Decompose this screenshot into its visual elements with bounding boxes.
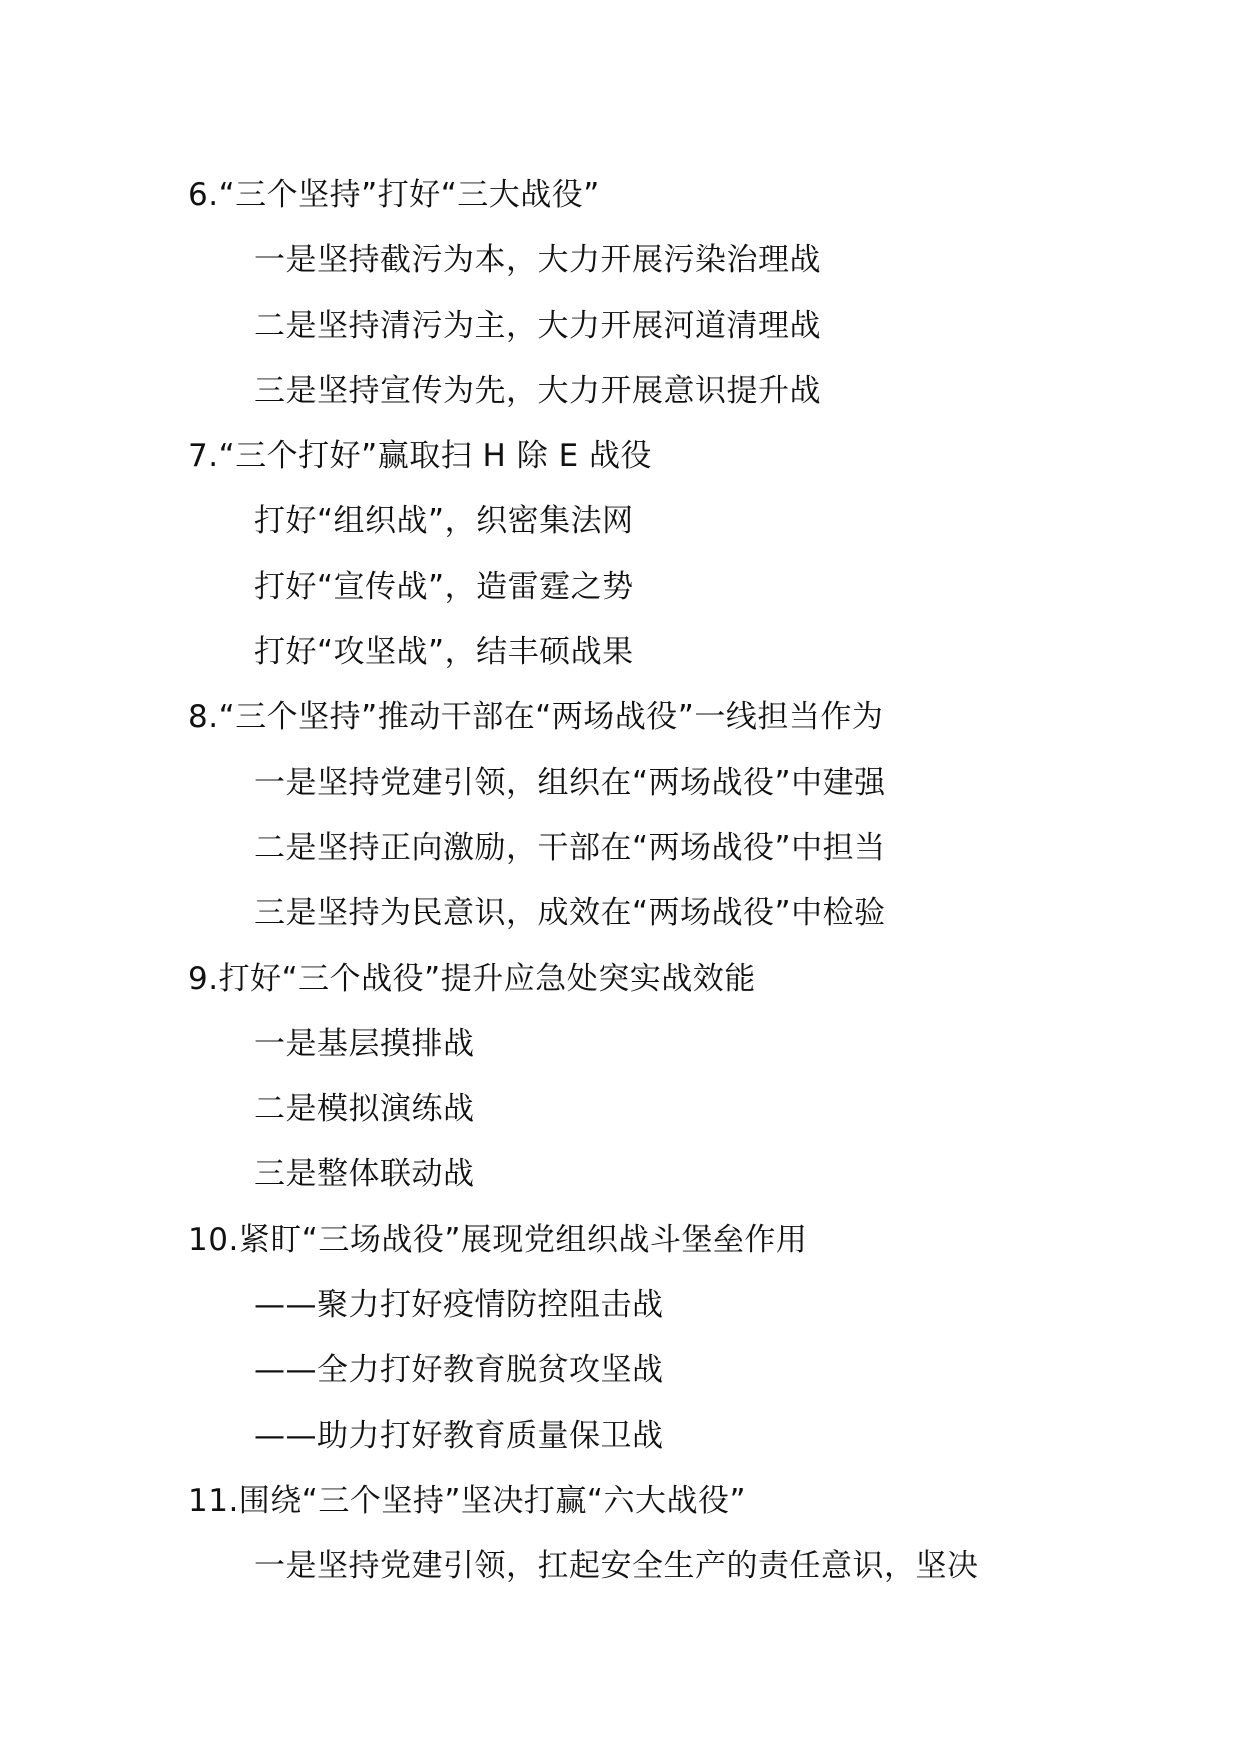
list-item: 三是坚持为民意识，成效在“两场战役”中检验 <box>254 895 886 932</box>
list-item: 打好“攻坚战”，结丰硕战果 <box>254 634 634 671</box>
list-item: 一是坚持党建引领，扛起安全生产的责任意识，坚决 <box>254 1548 979 1585</box>
section-heading-7: 7.“三个打好”赢取扫 H 除 E 战役 <box>188 438 653 475</box>
section-heading-6: 6.“三个坚持”打好“三大战役” <box>188 177 600 213</box>
list-item: ——聚力打好疫情防控阻击战 <box>254 1287 664 1324</box>
list-item: 一是坚持截污为本，大力开展污染治理战 <box>254 242 821 279</box>
list-item: 一是坚持党建引领，组织在“两场战役”中建强 <box>254 764 886 801</box>
section-heading-11: 11.围绕“三个坚持”坚决打赢“六大战役” <box>188 1482 747 1519</box>
list-item: 三是坚持宣传为先，大力开展意识提升战 <box>254 372 821 409</box>
list-item: 打好“组织战”，织密集法网 <box>254 503 634 540</box>
section-heading-8: 8.“三个坚持”推动干部在“两场战役”一线担当作为 <box>188 699 884 736</box>
section-heading-10: 10.紧盯“三场战役”展现党组织战斗堡垒作用 <box>188 1221 808 1258</box>
document-body <box>188 163 1088 1600</box>
list-item: 打好“宣传战”，造雷霆之势 <box>254 568 634 605</box>
list-item: 二是坚持正向激励，干部在“两场战役”中担当 <box>254 829 886 866</box>
list-item: 二是模拟演练战 <box>254 1091 475 1128</box>
list-item: 一是基层摸排战 <box>254 1025 475 1062</box>
list-item: ——助力打好教育质量保卫战 <box>254 1417 664 1454</box>
list-item: ——全力打好教育脱贫攻坚战 <box>254 1352 664 1389</box>
list-item: 三是整体联动战 <box>254 1156 475 1193</box>
list-item: 二是坚持清污为主，大力开展河道清理战 <box>254 307 821 344</box>
section-heading-9: 9.打好“三个战役”提升应急处突实战效能 <box>188 960 756 997</box>
